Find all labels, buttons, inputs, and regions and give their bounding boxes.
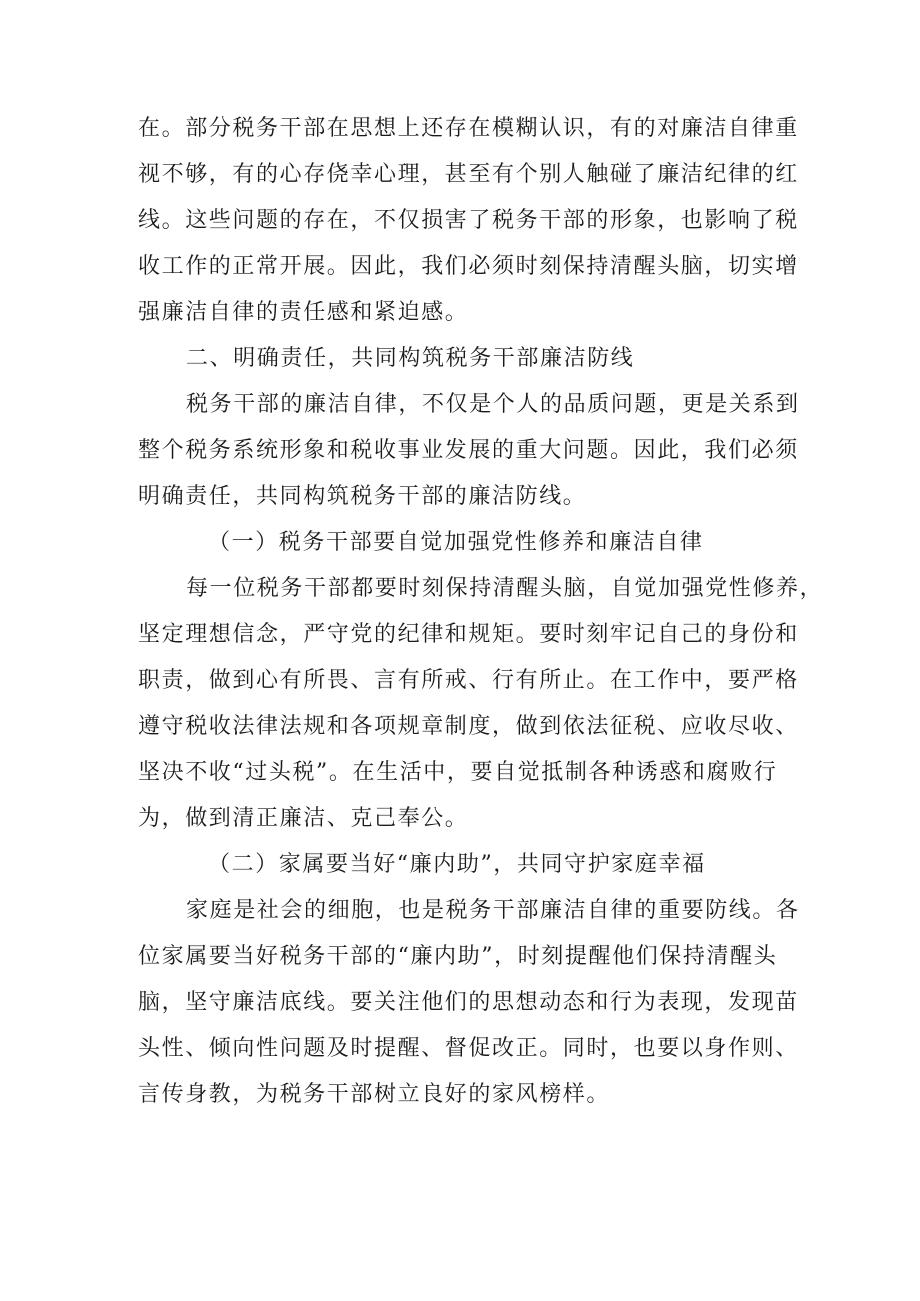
paragraph-first-line: 家庭是社会的细胞，也是税务干部廉洁自律的重要防线。各: [186, 898, 800, 923]
text-line: 坚定理想信念，严守党的纪律和规矩。要时刻牢记自己的身份和: [138, 622, 799, 647]
paragraph-first-line: 每一位税务干部都要时刻保持清醒头脑，自觉加强党性修养，: [186, 576, 824, 601]
text-line: 言传身教，为税务干部树立良好的家风榜样。: [138, 1082, 611, 1107]
text-line: 在。部分税务干部在思想上还存在模糊认识，有的对廉洁自律重: [138, 116, 799, 141]
text-line: 视不够，有的心存侥幸心理，甚至有个别人触碰了廉洁纪律的红: [138, 162, 799, 187]
subsection-heading: （一）税务干部要自觉加强党性修养和廉洁自律: [208, 530, 704, 555]
text-line: 明确责任，共同构筑税务干部的廉洁防线。: [138, 484, 587, 509]
text-line: 脑，坚守廉洁底线。要关注他们的思想动态和行为表现，发现苗: [138, 990, 799, 1015]
section-heading: 二、明确责任，共同构筑税务干部廉洁防线: [186, 346, 635, 371]
text-line: 整个税务系统形象和税收事业发展的重大问题。因此，我们必须: [138, 438, 799, 463]
text-line: 头性、倾向性问题及时提醒、督促改正。同时，也要以身作则、: [138, 1036, 799, 1061]
text-line: 遵守税收法律法规和各项规章制度，做到依法征税、应收尽收、: [138, 714, 799, 739]
text-line: 位家属要当好税务干部的“廉内助”，时刻提醒他们保持清醒头: [138, 944, 778, 969]
text-line: 线。这些问题的存在，不仅损害了税务干部的形象，也影响了税: [138, 208, 799, 233]
text-line: 为，做到清正廉洁、克己奉公。: [138, 806, 469, 831]
subsection-heading: （二）家属要当好“廉内助”，共同守护家庭幸福: [208, 852, 706, 877]
text-line: 强廉洁自律的责任感和紧迫感。: [138, 300, 469, 325]
text-line: 坚决不收“过头税”。在生活中，要自觉抵制各种诱惑和腐败行: [138, 760, 778, 785]
text-line: 收工作的正常开展。因此，我们必须时刻保持清醒头脑，切实增: [138, 254, 799, 279]
text-line: 职责，做到心有所畏、言有所戒、行有所止。在工作中，要严格: [138, 668, 799, 693]
document-body: [138, 106, 824, 1118]
paragraph-first-line: 税务干部的廉洁自律，不仅是个人的品质问题，更是关系到: [186, 392, 800, 417]
